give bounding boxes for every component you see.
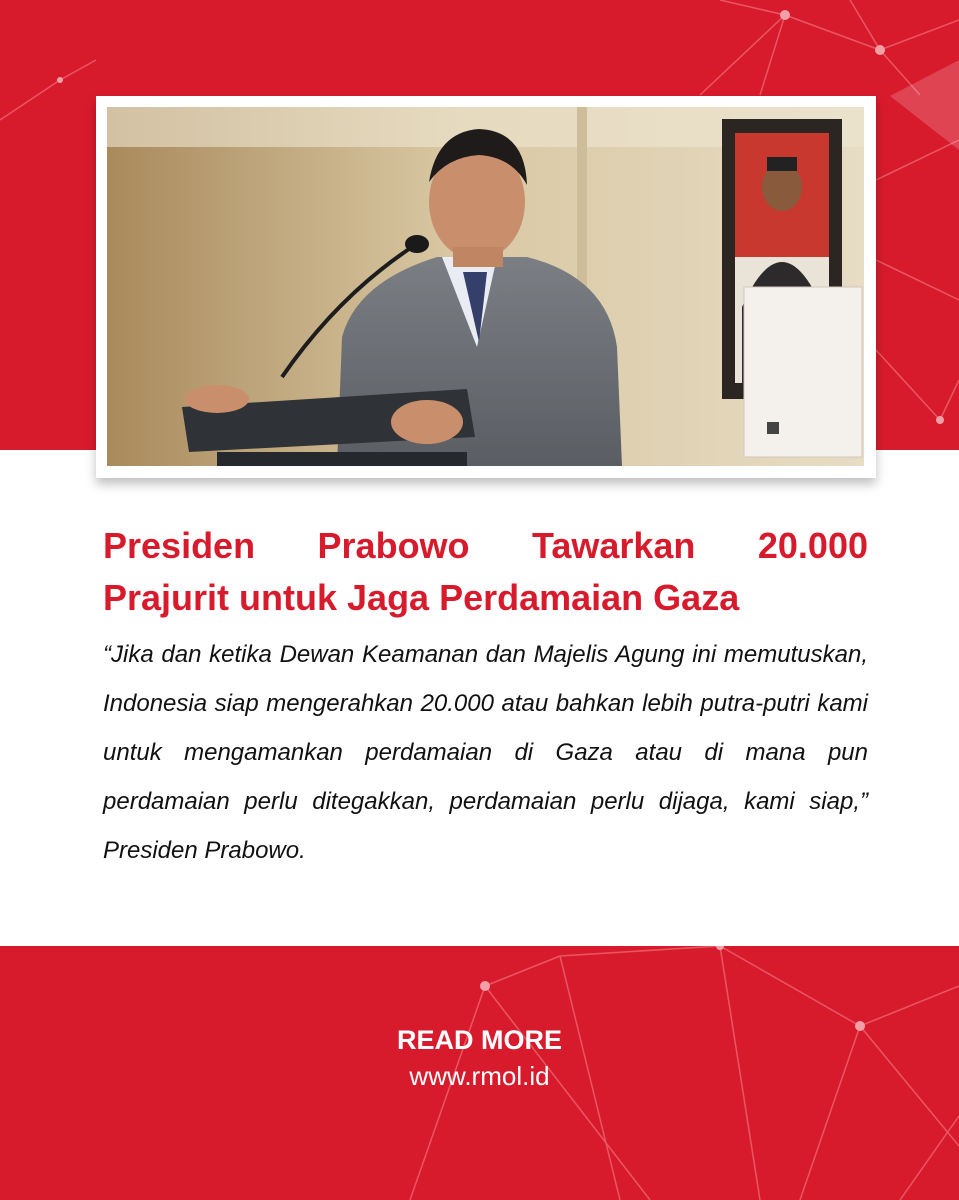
speaker-photo <box>107 107 864 466</box>
read-more-label[interactable]: READ MORE <box>396 1025 562 1055</box>
article-headline <box>103 520 868 624</box>
speaker-illustration <box>107 107 864 466</box>
website-url[interactable]: www.rmol.id <box>409 1061 550 1091</box>
headline-line-2: Prajurit untuk Jaga Perdamaian Gaza <box>103 577 740 618</box>
headline-line-1: Presiden Prabowo Tawarkan 20.000 <box>103 525 868 566</box>
photo-card <box>96 96 876 478</box>
read-more-block[interactable] <box>0 1022 959 1094</box>
article-quote: “Jika dan ketika Dewan Keamanan dan Majelis Agung ini memutuskan, Indonesia siap mengerahkan 20.000 atau bahkan lebih putra-putri kami untuk mengamankan perdamaian di Gaza atau di mana pun perdamaian perlu ditegakkan, perdamaian perlu dijaga, kami siap,” Presiden Prabowo. <box>103 641 868 864</box>
